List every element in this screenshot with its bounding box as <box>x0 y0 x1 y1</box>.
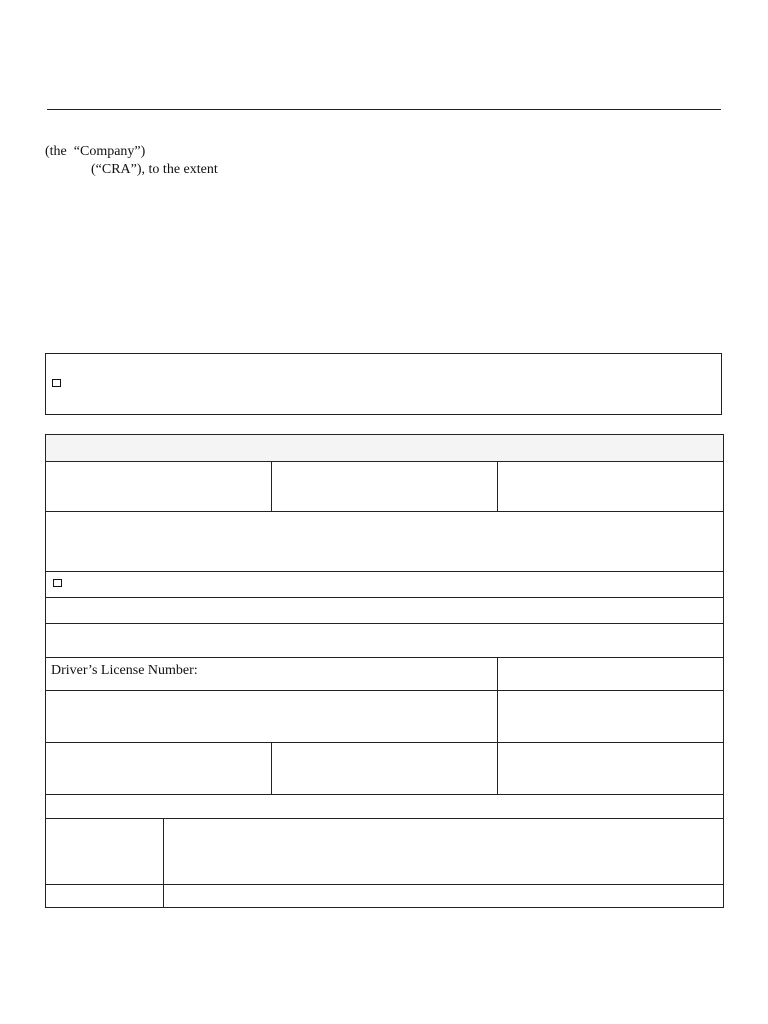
column-divider <box>271 461 272 511</box>
row-checkbox[interactable] <box>53 579 62 587</box>
column-divider <box>497 742 498 794</box>
full-width-field-4[interactable] <box>47 795 722 817</box>
date-label-cell[interactable] <box>47 885 162 907</box>
full-width-field-1[interactable] <box>47 512 722 570</box>
column-divider <box>163 818 164 908</box>
city-field[interactable] <box>47 743 270 793</box>
top-horizontal-rule <box>47 109 721 110</box>
zip-field[interactable] <box>499 743 722 793</box>
name-field-3[interactable] <box>499 462 722 510</box>
signature-field[interactable] <box>165 819 722 883</box>
column-divider <box>497 461 498 511</box>
row-divider <box>46 571 723 572</box>
table-header-row <box>46 435 723 461</box>
name-field-1[interactable] <box>47 462 270 510</box>
column-divider <box>271 742 272 794</box>
column-divider <box>497 657 498 742</box>
state-field[interactable] <box>273 743 496 793</box>
address-side-field[interactable] <box>499 691 722 741</box>
signature-label-cell[interactable] <box>47 819 162 883</box>
applicant-info-table <box>45 434 724 908</box>
intro-line-cra: (“CRA”), to the extent <box>91 162 218 177</box>
drivers-license-state-field[interactable] <box>499 658 722 689</box>
full-width-field-2[interactable] <box>47 598 722 622</box>
intro-line-company: (the “Company”) <box>45 144 146 159</box>
full-width-field-3[interactable] <box>47 624 722 656</box>
address-field[interactable] <box>47 691 496 741</box>
drivers-license-label: Driver’s License Number: <box>51 663 198 678</box>
date-field[interactable] <box>165 885 722 907</box>
consent-box <box>45 353 722 415</box>
consent-checkbox[interactable] <box>52 379 61 387</box>
name-field-2[interactable] <box>273 462 496 510</box>
